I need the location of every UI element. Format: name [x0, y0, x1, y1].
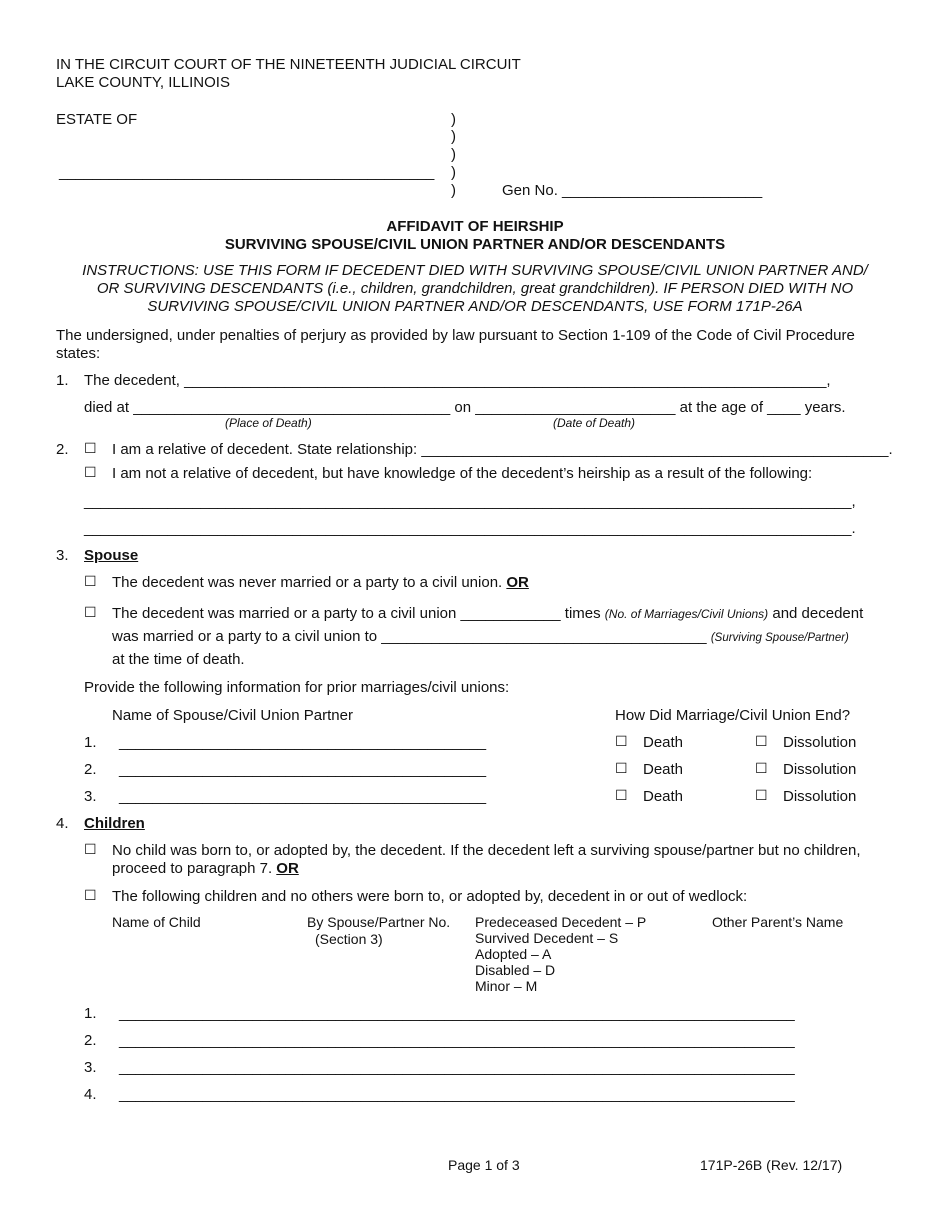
other-parent-column-header: Other Parent’s Name	[712, 914, 844, 930]
marriages-caption: (No. of Marriages/Civil Unions)	[604, 607, 769, 621]
court-name-line2: LAKE COUNTY, ILLINOIS	[56, 74, 230, 91]
prior-marriages-intro: Provide the following information for prior marriages/civil unions:	[84, 679, 510, 696]
children-heading: Children	[84, 815, 145, 832]
dissolution-option-label: Dissolution	[783, 788, 857, 805]
married-count-text: The decedent was married or a party to a civil union ____________ times	[112, 605, 601, 622]
never-married-text: The decedent was never married or a party to a civil union.	[112, 574, 503, 591]
child-entry-field[interactable]: _________________________________________________________________________________	[119, 1032, 795, 1049]
dissolution-checkbox[interactable]: ☐	[755, 734, 768, 750]
form-number: 171P-26B (Rev. 12/17)	[700, 1157, 843, 1173]
how-ended-column-header: How Did Marriage/Civil Union End?	[615, 707, 851, 724]
caption-paren: )	[451, 111, 456, 128]
item2-number: 2.	[56, 441, 69, 458]
gen-no-field[interactable]: Gen No. ________________________	[502, 182, 763, 199]
married-to-text: was married or a party to a civil union to _______________________________________	[112, 628, 707, 645]
surviving-spouse-caption: (Surviving Spouse/Partner)	[710, 632, 849, 644]
death-option-label: Death	[643, 788, 684, 805]
court-name-line1: IN THE CIRCUIT COURT OF THE NINETEENTH JUDICIAL CIRCUIT	[56, 56, 521, 73]
child-row-number: 3.	[84, 1059, 97, 1076]
by-spouse-column-subheader: (Section 3)	[315, 931, 383, 947]
child-entry-field[interactable]: _________________________________________________________________________________	[119, 1059, 795, 1076]
item1-number: 1.	[56, 372, 69, 389]
date-of-death-caption: (Date of Death)	[553, 416, 636, 430]
status-code-adopted: Adopted – A	[475, 946, 552, 962]
relative-checkbox[interactable]: ☐	[84, 441, 97, 457]
not-relative-checkbox[interactable]: ☐	[84, 465, 97, 481]
death-option-label: Death	[643, 734, 684, 751]
surviving-spouse-field[interactable]	[112, 628, 849, 645]
prior-spouse-name-field[interactable]: ____________________________________________	[119, 788, 487, 805]
child-entry-field[interactable]: _________________________________________________________________________________	[119, 1005, 795, 1022]
never-married-statement	[112, 574, 529, 591]
caption-paren: )	[451, 164, 456, 181]
caption-paren: )	[451, 128, 456, 145]
status-code-predeceased: Predeceased Decedent – P	[475, 914, 647, 930]
estate-name-field[interactable]: _____________________________________________	[59, 164, 435, 181]
caption-paren: )	[451, 182, 456, 199]
or-label: OR	[276, 860, 299, 877]
instructions-line3: SURVIVING SPOUSE/CIVIL UNION PARTNER AND/OR DESCENDANTS, USE FORM 171P-26A	[147, 298, 803, 315]
death-checkbox[interactable]: ☐	[615, 734, 628, 750]
time-of-death-text: at the time of death.	[112, 651, 245, 668]
children-list-statement: The following children and no others were born to, or adopted by, decedent in or out of wedlock:	[112, 888, 748, 905]
never-married-checkbox[interactable]: ☐	[84, 574, 97, 590]
instructions-line2: OR SURVIVING DESCENDANTS (i.e., children, grandchildren, great grandchildren). IF PERSON DIED WITH NO	[96, 280, 854, 297]
child-row-number: 2.	[84, 1032, 97, 1049]
not-relative-statement: I am not a relative of decedent, but have knowledge of the decedent’s heirship as a result of the following:	[112, 465, 813, 482]
prior-row-number: 3.	[84, 788, 97, 805]
caption-paren: )	[451, 146, 456, 163]
proceed-text: proceed to paragraph 7.	[112, 860, 273, 877]
and-decedent-text: and decedent	[772, 605, 864, 622]
child-entry-field[interactable]: _________________________________________________________________________________	[119, 1086, 795, 1103]
or-label: OR	[506, 574, 529, 591]
prior-row-number: 2.	[84, 761, 97, 778]
estate-of-label: ESTATE OF	[56, 111, 138, 128]
married-count-field[interactable]	[112, 605, 863, 622]
decedent-name-field[interactable]: The decedent, _____________________________________________________________________________,	[84, 372, 831, 389]
form-subtitle: SURVIVING SPOUSE/CIVIL UNION PARTNER AND/OR DESCENDANTS	[224, 236, 726, 253]
by-spouse-column-header: By Spouse/Partner No.	[307, 914, 451, 930]
no-child-statement-line1: No child was born to, or adopted by, the decedent. If the decedent left a surviving spouse/partner but no children,	[112, 842, 861, 859]
dissolution-checkbox[interactable]: ☐	[755, 788, 768, 804]
dissolution-option-label: Dissolution	[783, 761, 857, 778]
child-row-number: 1.	[84, 1005, 97, 1022]
page-number: Page 1 of 3	[448, 1157, 520, 1173]
no-child-checkbox[interactable]: ☐	[84, 842, 97, 858]
item4-number: 4.	[56, 815, 69, 832]
status-code-survived: Survived Decedent – S	[475, 930, 619, 946]
form-title: AFFIDAVIT OF HEIRSHIP	[386, 218, 564, 235]
children-list-checkbox[interactable]: ☐	[84, 888, 97, 904]
knowledge-field-2[interactable]: ____________________________________________________________________________________________.	[84, 520, 856, 537]
intro-line2: states:	[56, 345, 101, 362]
death-checkbox[interactable]: ☐	[615, 761, 628, 777]
spouse-name-column-header: Name of Spouse/Civil Union Partner	[112, 707, 353, 724]
dissolution-checkbox[interactable]: ☐	[755, 761, 768, 777]
instructions-line1: INSTRUCTIONS: USE THIS FORM IF DECEDENT DIED WITH SURVIVING SPOUSE/CIVIL UNION PARTNER AND/	[82, 262, 868, 279]
married-checkbox[interactable]: ☐	[84, 605, 97, 621]
status-code-disabled: Disabled – D	[475, 962, 556, 978]
prior-row-number: 1.	[84, 734, 97, 751]
intro-line1: The undersigned, under penalties of perjury as provided by law pursuant to Section 1-109 of the Code of Civil Procedure	[56, 327, 855, 344]
relative-statement-field[interactable]: I am a relative of decedent. State relationship: ________________________________________________________.	[112, 441, 893, 458]
no-child-statement-line2	[112, 860, 299, 877]
child-row-number: 4.	[84, 1086, 97, 1103]
prior-spouse-name-field[interactable]: ____________________________________________	[119, 734, 487, 751]
status-code-minor: Minor – M	[475, 978, 538, 994]
death-details-field[interactable]: died at ______________________________________ on ________________________ at the age of ____ years.	[84, 399, 846, 416]
place-of-death-caption: (Place of Death)	[225, 416, 312, 430]
knowledge-field-1[interactable]: ____________________________________________________________________________________________,	[84, 493, 856, 510]
prior-spouse-name-field[interactable]: ____________________________________________	[119, 761, 487, 778]
death-option-label: Death	[643, 761, 684, 778]
spouse-heading: Spouse	[84, 547, 139, 564]
dissolution-option-label: Dissolution	[783, 734, 857, 751]
death-checkbox[interactable]: ☐	[615, 788, 628, 804]
item3-number: 3.	[56, 547, 69, 564]
child-name-column-header: Name of Child	[112, 914, 201, 930]
